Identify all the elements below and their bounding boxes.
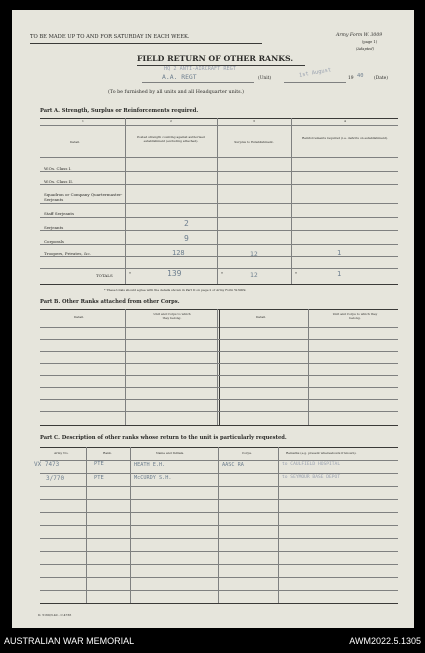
row-line	[40, 268, 398, 269]
posted-serjeants: 2	[184, 219, 189, 228]
footer-institution: AUSTRALIAN WAR MEMORIAL	[4, 636, 135, 646]
header-instruction: TO BE MADE UP TO AND FOR SATURDAY IN EACH WEEK.	[30, 34, 190, 40]
part-b-col-line-2	[217, 309, 218, 425]
year-handwritten: 40	[357, 73, 364, 79]
part-a-footnote: * These totals should agree with the details shown in Part D on page 2 of Army Form W.3009.	[104, 288, 247, 292]
row-line	[40, 256, 398, 257]
entry-2-remarks: to SEYMOUR BASE DEPOT	[282, 475, 341, 480]
row-line	[40, 525, 398, 526]
part-a-colnum-4: 4	[344, 119, 346, 123]
print-code: D. 5169/3.40 - C.4736	[38, 613, 72, 617]
form-sheet	[12, 10, 414, 628]
date-label: (Date)	[374, 76, 388, 81]
part-c-top-rule	[40, 447, 398, 448]
part-a-col-surplus: Surplus to Establishment.	[234, 140, 274, 144]
instruction-underline	[30, 43, 262, 44]
entry-1-remarks: to CAULFIELD HOSPITAL	[282, 462, 341, 467]
entry-1-name: HEATH E.H.	[134, 462, 166, 468]
totals-label: TOTALS	[96, 273, 113, 278]
form-id: Army Form W. 3009	[336, 33, 383, 38]
row-line	[40, 230, 398, 231]
part-a-col-line-3	[291, 118, 292, 284]
row-line	[40, 351, 398, 352]
part-b-col-line-3	[308, 309, 309, 425]
part-a-col-line-1	[125, 118, 126, 284]
year-prefix: 19	[348, 76, 354, 81]
row-line	[40, 217, 398, 218]
totals-posted: 139	[167, 269, 182, 278]
row-line	[40, 486, 398, 487]
part-a-colnum-1: 1	[82, 119, 84, 123]
totals-asterisk: *	[129, 271, 131, 276]
row-line	[40, 244, 398, 245]
form-title: FIELD RETURN OF OTHER RANKS.	[137, 54, 294, 63]
part-a-col-line-2	[217, 118, 218, 284]
entry-1-rank: PTE	[94, 461, 104, 467]
part-b-heading: Part B. Other Ranks attached from other Corps.	[40, 299, 180, 305]
row-line	[40, 411, 398, 412]
row-line	[40, 339, 398, 340]
row-line	[40, 203, 398, 204]
totals-reinf: 1	[337, 270, 342, 278]
part-c-bottom-rule	[40, 603, 398, 604]
date-line	[284, 82, 346, 83]
row-label-staff-sjt: Staff Serjeants	[44, 211, 75, 216]
row-line	[40, 577, 398, 578]
form-adapted: (Adapted)	[356, 47, 375, 51]
part-b-col-detail-1: Detail.	[74, 315, 85, 319]
part-b-bottom-rule	[40, 425, 398, 426]
row-line	[40, 538, 398, 539]
header-note: (To be furnished by all units and all Headquarter units.)	[108, 90, 245, 95]
part-c-heading: Part C. Description of other ranks whose return to the unit is particularly requested.	[40, 435, 287, 441]
row-line	[40, 499, 398, 500]
part-c-col-remarks: Remarks (e.g. present whereabouts if known).	[286, 451, 357, 455]
footer-accession: AWM2022.5.1305	[349, 636, 421, 646]
totals-asterisk: *	[221, 271, 223, 276]
unit-label: (Unit)	[258, 76, 272, 81]
row-line	[40, 473, 398, 474]
surplus-privates: 12	[250, 250, 258, 258]
part-c-col-rank: Rank.	[103, 451, 112, 455]
entry-2-rank: PTE	[94, 475, 104, 481]
part-b-col-line-2b	[219, 309, 220, 425]
totals-surplus: 12	[250, 271, 258, 279]
part-c-col-corps: Corps.	[242, 451, 252, 455]
part-a-header-rule	[40, 157, 398, 158]
posted-corporals: 9	[184, 234, 189, 243]
part-c-col-armyno: Army No.	[54, 451, 69, 455]
part-b-col-line-1	[125, 309, 126, 425]
part-a-num-rule	[40, 125, 398, 126]
row-line	[40, 551, 398, 552]
date-handwritten: 1st August	[298, 67, 332, 79]
unit-struck: HQ 2 ANTI-AIRCRAFT REGT	[164, 66, 236, 72]
posted-privates: 128	[172, 249, 185, 257]
entry-1-corps: AASC RA	[222, 462, 244, 468]
row-line	[40, 387, 398, 388]
row-line	[40, 363, 398, 364]
reinf-privates: 1	[337, 249, 342, 257]
unit-value: A.A. REGT	[162, 73, 197, 81]
part-b-col-detail-2: Detail.	[256, 315, 267, 319]
row-label-wo1: W.Os. Class I.	[44, 166, 72, 171]
entry-1-army-no: VX 7473	[34, 461, 60, 468]
row-label-wo2: W.Os. Class II.	[44, 179, 74, 184]
part-a-col-detail: Detail.	[70, 140, 81, 144]
row-label-cpl: Corporals	[44, 239, 64, 244]
entry-2-name: McCURDY S.H.	[134, 475, 172, 481]
part-a-col-posted: Posted strength counting against authorised establishment (excluding attached).	[137, 135, 205, 143]
part-b-col-unit-1: Unit and Corps to which they belong.	[153, 312, 191, 320]
part-a-col-reinf: Reinforcements required (i.e. deficits on establishment).	[301, 136, 389, 140]
row-line	[40, 512, 398, 513]
row-label-pte: Troopers, Privates, &c.	[44, 251, 92, 256]
form-page: (page 1)	[362, 40, 378, 44]
row-label-sjt: Serjeants	[44, 225, 64, 230]
totals-asterisk: *	[295, 271, 297, 276]
part-c-col-name: Name and Initials.	[156, 451, 185, 455]
row-line	[40, 564, 398, 565]
part-a-heading: Part A. Strength, Surplus or Reinforcements required.	[40, 108, 199, 114]
row-label-cqms: Squadron or Company Quartermaster-Serjeants	[44, 192, 123, 203]
part-a-bottom-rule	[40, 284, 398, 285]
unit-line	[142, 82, 254, 83]
part-b-col-unit-2: Unit and Corps to which they belong.	[332, 312, 378, 320]
row-line	[40, 399, 398, 400]
part-a-colnum-3: 3	[253, 119, 255, 123]
row-line	[40, 184, 398, 185]
part-a-colnum-2: 2	[170, 119, 172, 123]
row-line	[40, 590, 398, 591]
row-line	[40, 375, 398, 376]
row-line	[40, 171, 398, 172]
entry-2-army-no: 3/770	[46, 475, 65, 482]
